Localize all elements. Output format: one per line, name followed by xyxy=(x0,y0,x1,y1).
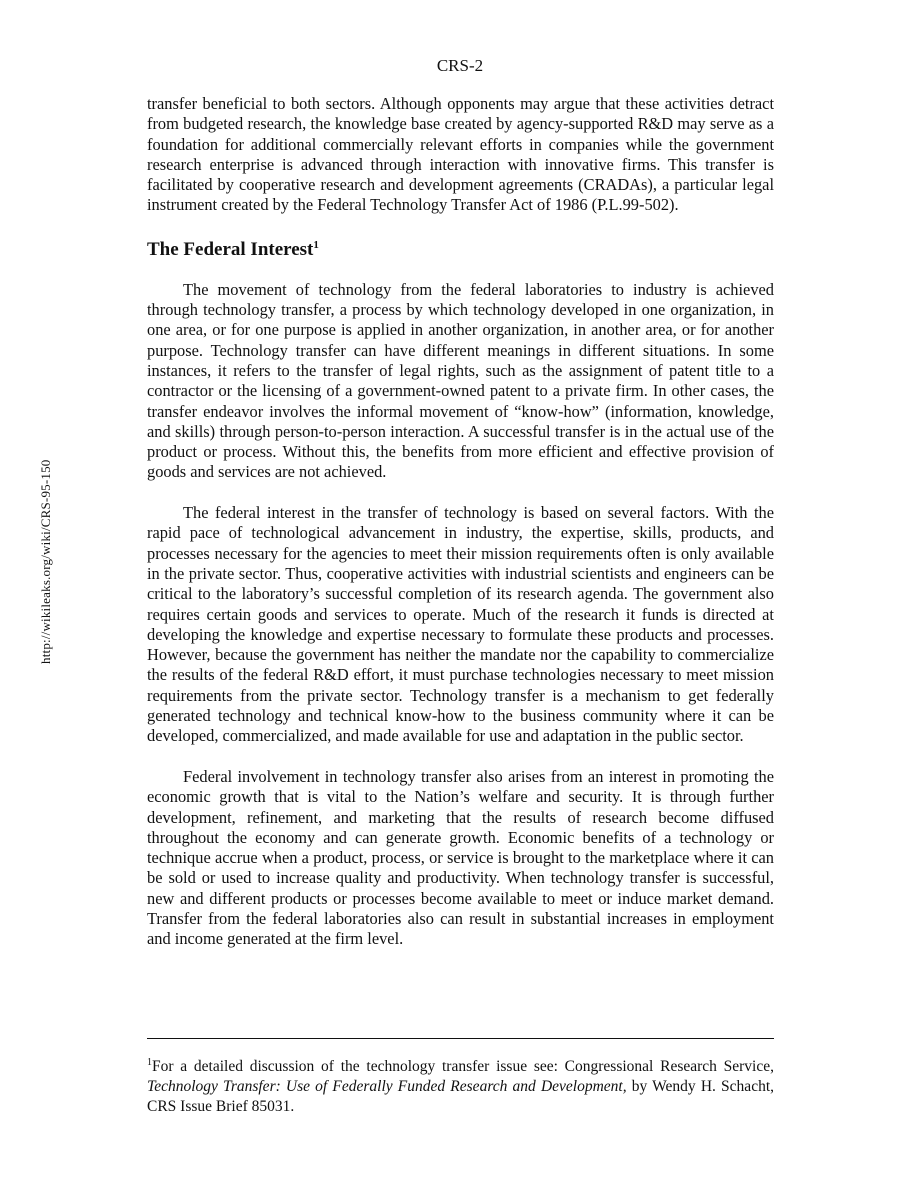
section-heading-text: The Federal Interest xyxy=(147,238,314,260)
footnote-text-before: For a detailed discussion of the technology transfer issue see: Congressional Research Service, xyxy=(152,1058,774,1075)
footnote-text-after: by Wendy H. Schacht, CRS Issue Brief 85031. xyxy=(147,1078,775,1115)
footnote-divider xyxy=(147,1038,774,1039)
page-header: CRS-2 xyxy=(436,56,484,75)
footnote xyxy=(147,1057,774,1117)
body-paragraph-3: Federal involvement in technology transfer also arises from an interest in promoting the economic growth that is vital to the Nation’s welfare and security. It is through further development, refinement, and marketing that the results of research become diffused throughout the economy and can generate growth. Economic benefits of a technology or technique accrue when a product, process, or service is brought to the marketplace where it can be sold or used to increase quality and productivity. When technology transfer is successful, new and different products or processes become available to meet or induce market demand. Transfer from the federal laboratories also can result in substantial increases in employment and income generated at the firm level. xyxy=(147,766,774,949)
footnote-ref: 1 xyxy=(313,238,319,251)
section-heading xyxy=(147,238,774,262)
footnote-marker: 1 xyxy=(147,1057,152,1068)
sidebar-source-url: http://wikileaks.org/wiki/CRS-95-150 xyxy=(38,459,53,664)
intro-paragraph: transfer beneficial to both sectors. Although opponents may argue that these activities detract from budgeted research, the knowledge base created by agency-supported R&D may serve as a foundation for additional commercially relevant efforts in companies while the government research enterprise is advanced through interaction with innovative firms. This transfer is facilitated by cooperative research and development agreements (CRADAs), a particular legal instrument created by the Federal Technology Transfer Act of 1986 (P.L.99-502). xyxy=(147,94,774,215)
body-paragraph-2: The federal interest in the transfer of technology is based on several factors. With the rapid pace of technological advancement in industry, the expertise, skills, products, and processes necessary for the agencies to meet their mission requirements often is only available in the private sector. Thus, cooperative activities with industrial scientists and engineers can be critical to the laboratory’s successful completion of its research agenda. The government also requires certain goods and services to operate. Much of the research it funds is directed at developing the knowledge and expertise necessary to formulate these products and processes. However, because the government has neither the mandate nor the capability to commercialize the results of the federal R&D effort, it must purchase technologies necessary to meet mission requirements from the private sector. Technology transfer is a mechanism to get federally generated technology and technical know-how to the business community where it can be developed, commercialized, and made available for use and adaptation in the public sector. xyxy=(147,503,774,746)
document-body xyxy=(147,94,774,950)
body-paragraph-1: The movement of technology from the federal laboratories to industry is achieved through technology transfer, a process by which technology developed in one organization, in one area, or for one purpose is applied in another organization, in another area, or for another purpose. Technology transfer can have different meanings in different situations. In some instances, it refers to the transfer of legal rights, such as the assignment of patent title to a contractor or the licensing of a government-owned patent to a private firm. In other cases, the transfer endeavor involves the informal movement of “know-how” (information, knowledge, and skills) through person-to-person interaction. A successful transfer is in the actual use of the product or process. Without this, the benefits from more efficient and effective provision of goods and services are not achieved. xyxy=(147,279,774,482)
footnote-title: Technology Transfer: Use of Federally Funded Research and Development, xyxy=(147,1078,627,1095)
